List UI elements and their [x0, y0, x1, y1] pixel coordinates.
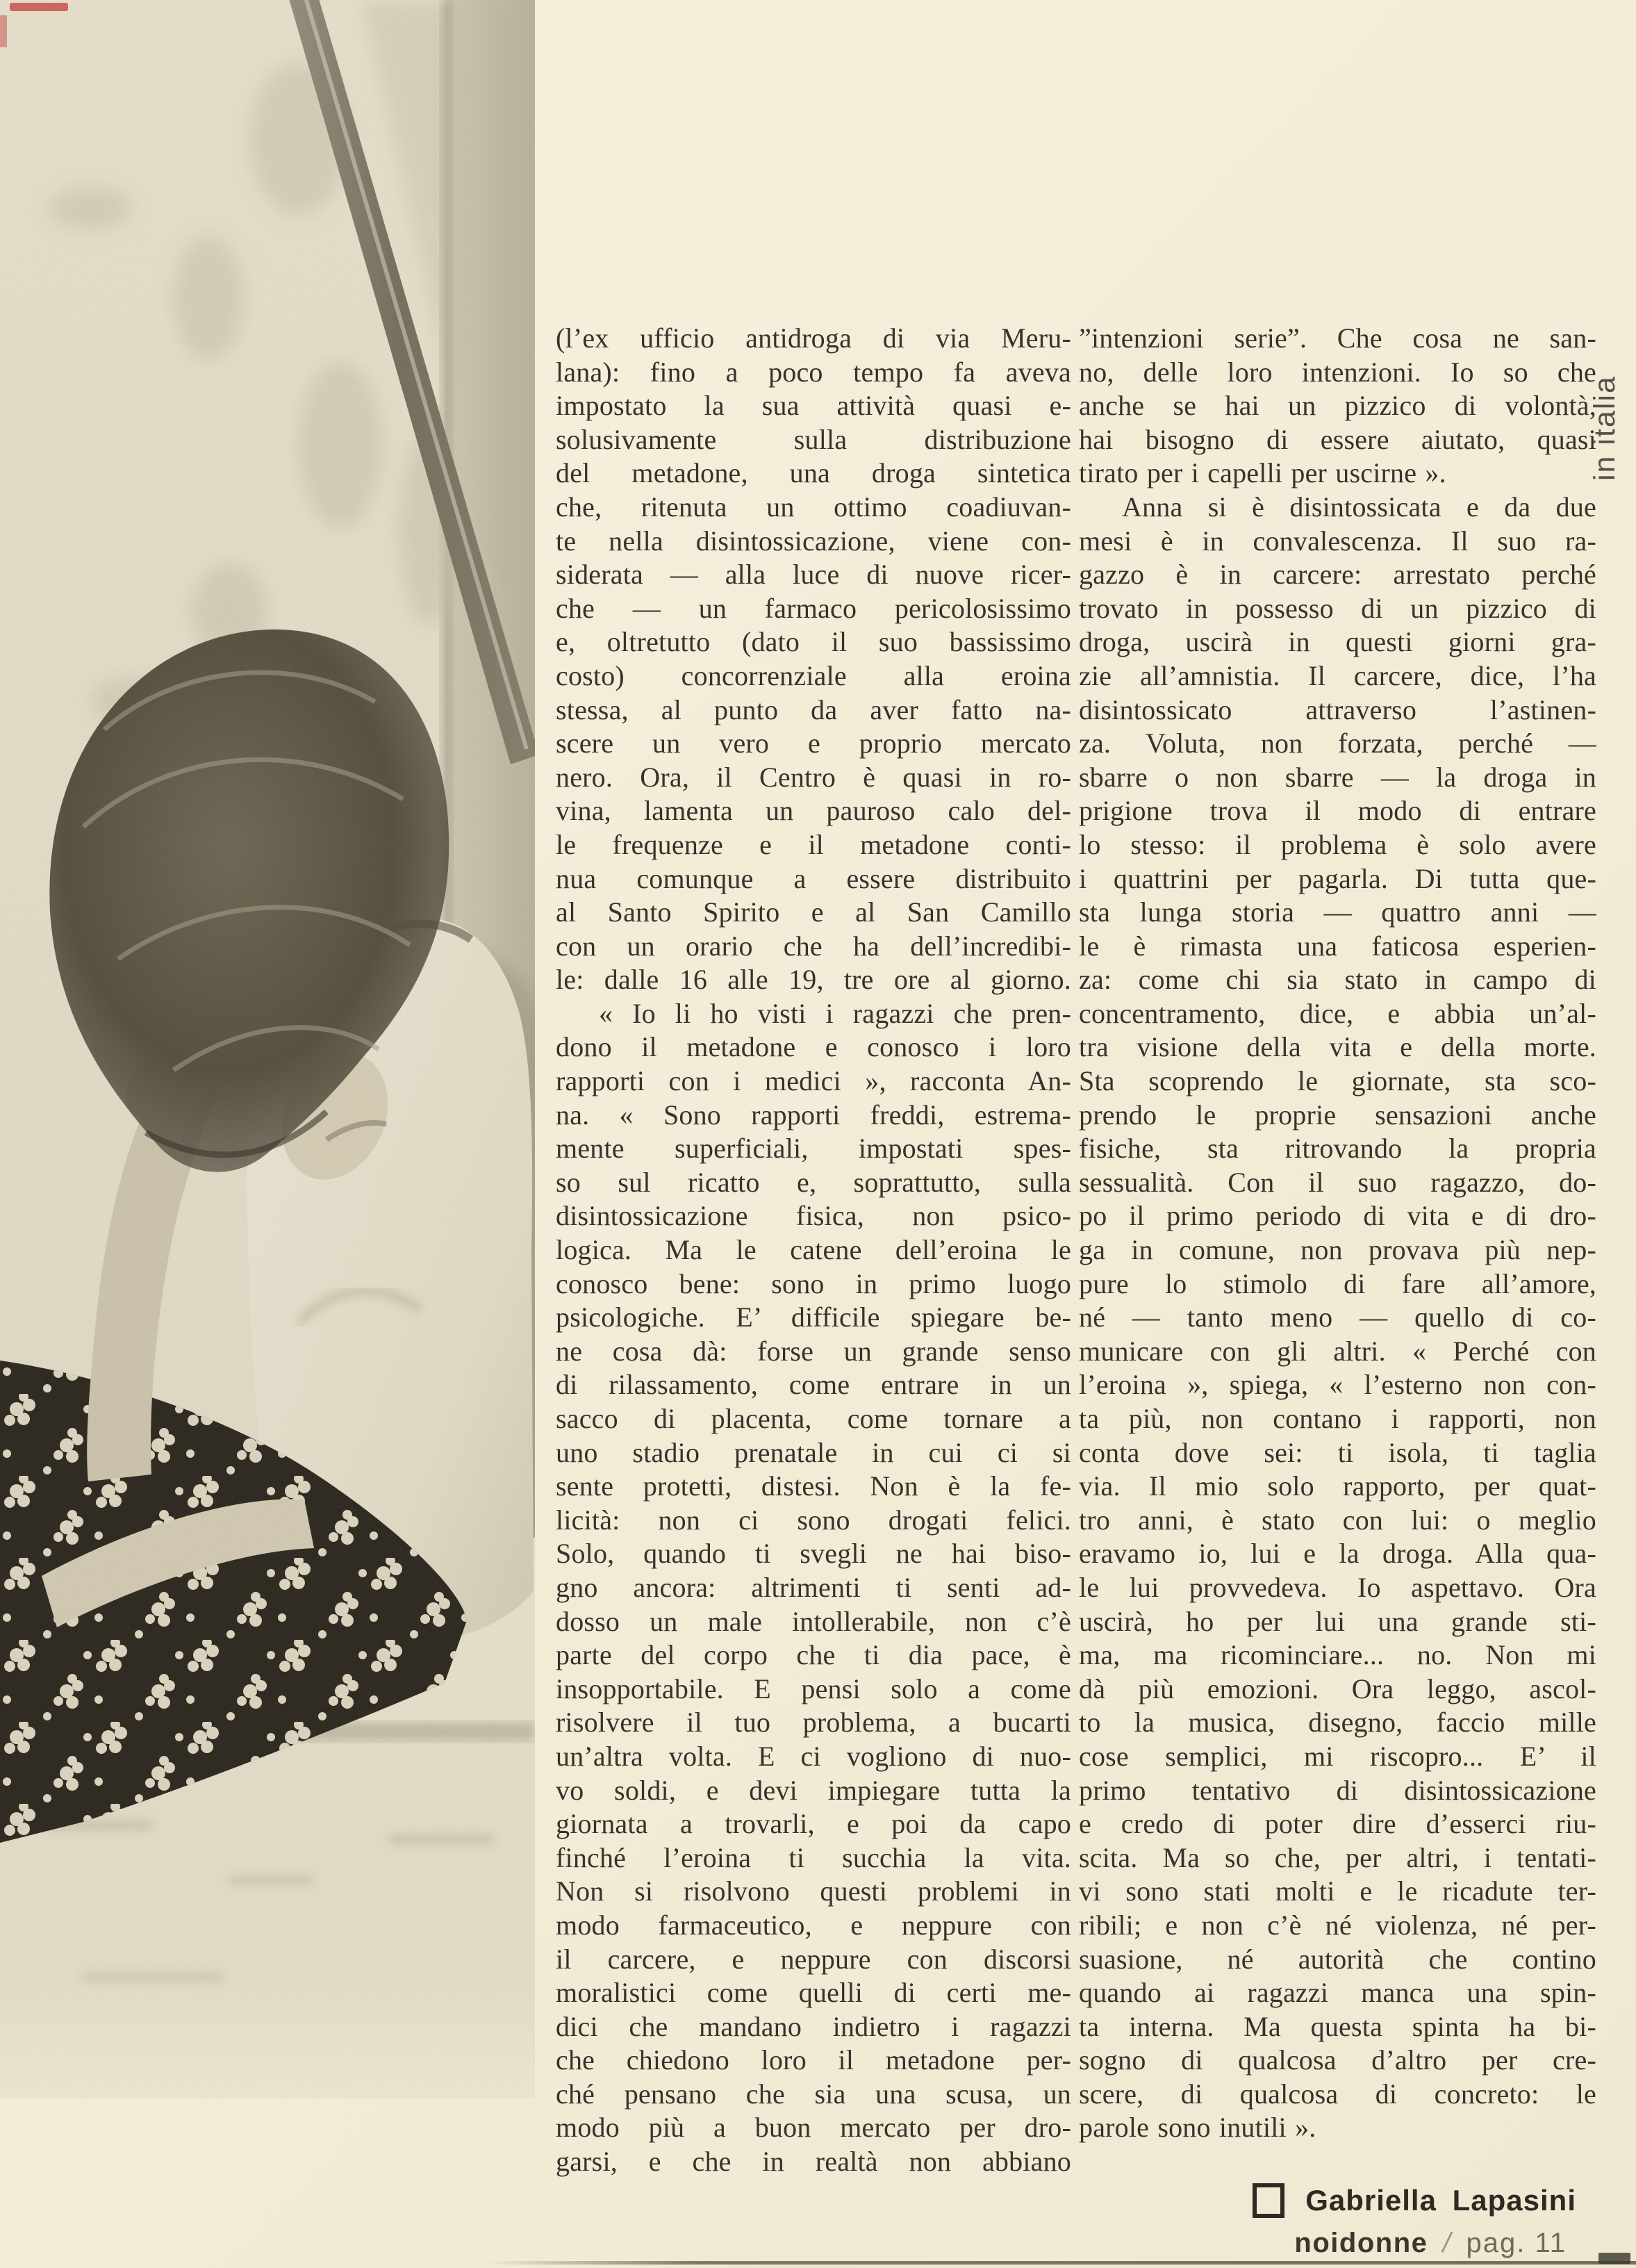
- text-line: conosco bene: sono in primo luogo: [556, 1267, 1071, 1299]
- text-line: modo più a buon mercato per dro-: [556, 2112, 1071, 2144]
- text-line: prendo le proprie sensazioni anche: [1079, 1099, 1596, 1131]
- text-line: te nella disintossicazione, viene con-: [556, 525, 1071, 557]
- text-line: licità: non ci sono drogati felici.: [556, 1504, 1071, 1536]
- text-line: che, ritenuta un ottimo coadiuvan-: [556, 491, 1071, 523]
- text-line: Solo, quando ti svegli ne hai biso-: [556, 1538, 1071, 1570]
- photo-grain: [0, 0, 535, 2098]
- text-line: disintossicazione fisica, non psico-: [556, 1200, 1071, 1232]
- text-line: sente protetti, distesi. Non è la fe-: [556, 1470, 1071, 1502]
- text-line: ta interna. Ma questa spinta ha bi-: [1079, 2010, 1596, 2042]
- text-line: vina, lamenta un pauroso calo del-: [556, 795, 1071, 827]
- scan-red-mark-left: [0, 15, 7, 47]
- text-line: ma, ma ricominciare... no. Non mi: [1079, 1639, 1596, 1671]
- text-line: vi sono stati molti e le ricadute ter-: [1079, 1875, 1596, 1907]
- text-line: parole sono inutili ».: [1079, 2112, 1316, 2144]
- text-line: le frequenze e il metadone conti-: [556, 828, 1071, 860]
- text-line: ché pensano che sia una scusa, un: [556, 2078, 1071, 2110]
- text-line: moralistici come quelli di certi me-: [556, 1977, 1071, 2009]
- text-line: modo farmaceutico, e neppure con: [556, 1909, 1071, 1941]
- text-line: con un orario che ha dell’incredibi-: [556, 930, 1071, 962]
- text-line: logica. Ma le catene dell’eroina le: [556, 1234, 1071, 1266]
- text-line: siderata — alla luce di nuove ricer-: [556, 559, 1071, 591]
- text-line: e, oltretutto (dato il suo bassissimo: [556, 626, 1071, 658]
- text-line: e credo di poter dire d’esserci riu-: [1079, 1808, 1596, 1840]
- text-line: solusivamente sulla distribuzione: [556, 423, 1071, 455]
- scan-corner-mark: [1598, 2253, 1630, 2264]
- section-label: in italia: [1588, 375, 1621, 481]
- text-line: mente superficiali, impostati spes-: [556, 1133, 1071, 1165]
- text-line: i quattrini per pagarla. Di tutta que-: [1079, 862, 1596, 894]
- byline: [1253, 2183, 1576, 2218]
- text-line: po il primo periodo di vita e di dro-: [1079, 1200, 1596, 1232]
- text-line: costo) concorrenziale alla eroina: [556, 659, 1071, 691]
- text-line: lana): fino a poco tempo fa aveva: [556, 356, 1071, 388]
- text-line: gno ancora: altrimenti ti senti ad-: [556, 1571, 1071, 1603]
- text-line: conta dove sei: ti isola, ti taglia: [1079, 1436, 1596, 1468]
- text-line: sta lunga storia — quattro anni —: [1079, 896, 1596, 928]
- magazine-name: noidonne: [1294, 2228, 1428, 2258]
- text-line: hai bisogno di essere aiutato, quasi: [1079, 423, 1596, 455]
- text-line: uno stadio prenatale in cui ci si: [556, 1436, 1071, 1468]
- text-line: sacco di placenta, come tornare a: [556, 1403, 1071, 1434]
- text-line: scita. Ma so che, per altri, i tentati-: [1079, 1841, 1596, 1873]
- text-line: le: dalle 16 alle 19, tre ore al giorno.: [556, 964, 1071, 996]
- text-line: rapporti con i medici », racconta An-: [556, 1065, 1071, 1097]
- text-line: sbarre o non sbarre — la droga in: [1079, 761, 1596, 793]
- text-line: insopportabile. E pensi solo a come: [556, 1673, 1071, 1704]
- text-line: psicologiche. E’ difficile spiegare be-: [556, 1301, 1071, 1333]
- text-line: garsi, e che in realtà non abbiano: [556, 2146, 1071, 2178]
- text-line: stessa, al punto da aver fatto na-: [556, 693, 1071, 725]
- end-of-article-square-icon: [1253, 2183, 1284, 2218]
- text-line: primo tentativo di disintossicazione: [1079, 1774, 1596, 1806]
- text-line: ”intenzioni serie”. Che cosa ne san-: [1079, 322, 1596, 354]
- text-line: dosso un male intollerabile, non c’è: [556, 1605, 1071, 1637]
- text-line: ne cosa dà: forse un grande senso: [556, 1335, 1071, 1367]
- text-line: via. Il mio solo rapporto, per quat-: [1079, 1470, 1596, 1502]
- text-line: scere un vero e proprio mercato: [556, 728, 1071, 759]
- text-line: risolvere il tuo problema, a bucarti: [556, 1707, 1071, 1739]
- page-footer: [1294, 2228, 1567, 2259]
- text-line: giornata a trovarli, e poi da capo: [556, 1808, 1071, 1840]
- text-line: le lui provvedeva. Io aspettavo. Ora: [1079, 1571, 1596, 1603]
- text-line: nero. Ora, il Centro è quasi in ro-: [556, 761, 1071, 793]
- text-line: municare con gli altri. « Perché con: [1079, 1335, 1596, 1367]
- text-line: al Santo Spirito e al San Camillo: [556, 896, 1071, 928]
- article-column-2: [1079, 322, 1596, 2145]
- text-line: trovato in possesso di un pizzico di: [1079, 592, 1596, 624]
- text-line: prigione trova il modo di entrare: [1079, 795, 1596, 827]
- text-line: na. « Sono rapporti freddi, estrema-: [556, 1099, 1071, 1131]
- text-line: pure lo stimolo di fare all’amore,: [1079, 1267, 1596, 1299]
- scan-bottom-edge: [486, 2261, 1636, 2265]
- text-line: che chiedono loro il metadone per-: [556, 2044, 1071, 2076]
- text-line: uscirà, ho per lui una grande sti-: [1079, 1605, 1596, 1637]
- text-line: droga, uscirà in questi giorni gra-: [1079, 626, 1596, 658]
- text-line: tra visione della vita e della morte.: [1079, 1031, 1596, 1063]
- footer-separator-icon: /: [1439, 2228, 1455, 2258]
- text-line: eravamo io, lui e la droga. Alla qua-: [1079, 1538, 1596, 1570]
- text-line: le è rimasta una faticosa esperien-: [1079, 930, 1596, 962]
- text-line: (l’ex ufficio antidroga di via Meru-: [556, 322, 1071, 354]
- text-line: sogno di qualcosa d’altro per cre-: [1079, 2044, 1596, 2076]
- text-line: che — un farmaco pericolosissimo: [556, 592, 1071, 624]
- text-line: za. Voluta, non forzata, perché —: [1079, 728, 1596, 759]
- text-line: za: come chi sia stato in campo di: [1079, 964, 1596, 996]
- text-line: suasione, né autorità che contino: [1079, 1943, 1596, 1975]
- text-line: parte del corpo che ti dia pace, è: [556, 1639, 1071, 1671]
- text-line: l’eroina », spiega, « l’esterno non con-: [1079, 1369, 1596, 1401]
- text-line: tirato per i capelli per uscirne ».: [1079, 457, 1446, 489]
- text-line: gazzo è in carcere: arrestato perché: [1079, 559, 1596, 591]
- text-line: no, delle loro intenzioni. Io so che: [1079, 356, 1596, 388]
- text-line: scere, di qualcosa di concreto: le: [1079, 2078, 1596, 2110]
- text-line: finché l’eroina ti succhia la vita.: [556, 1841, 1071, 1873]
- text-line: disintossicato attraverso l’astinen-: [1079, 693, 1596, 725]
- text-line: nua comunque a essere distribuito: [556, 862, 1071, 894]
- text-line: un’altra volta. E ci vogliono di nuo-: [556, 1740, 1071, 1772]
- text-line: dono il metadone e conosco i loro: [556, 1031, 1071, 1063]
- text-line: vo soldi, e devi impiegare tutta la: [556, 1774, 1071, 1806]
- photo-seated-girl: [0, 0, 535, 2098]
- text-line: Sta scoprendo le giornate, sta sco-: [1079, 1065, 1596, 1097]
- text-line: il carcere, e neppure con discorsi: [556, 1943, 1071, 1975]
- text-line: né — tanto meno — quello di co-: [1079, 1301, 1596, 1333]
- text-line: to la musica, disegno, faccio mille: [1079, 1707, 1596, 1739]
- text-line: impostato la sua attività quasi e-: [556, 390, 1071, 422]
- text-line: Non si risolvono questi problemi in: [556, 1875, 1071, 1907]
- text-line: anche se hai un pizzico di volontà,: [1079, 390, 1596, 422]
- text-line: mesi è in convalescenza. Il suo ra-: [1079, 525, 1596, 557]
- text-line: del metadone, una droga sintetica: [556, 457, 1071, 489]
- byline-author: Gabriella Lapasini: [1305, 2184, 1576, 2217]
- text-line: dà più emozioni. Ora leggo, ascol-: [1079, 1673, 1596, 1704]
- text-line: fisiche, sta ritrovando la propria: [1079, 1133, 1596, 1165]
- text-line: sessualità. Con il suo ragazzo, do-: [1079, 1166, 1596, 1198]
- text-line: quando ai ragazzi manca una spin-: [1079, 1977, 1596, 2009]
- text-line: di rilassamento, come entrare in un: [556, 1369, 1071, 1401]
- text-line: ribili; e non c’è né violenza, né per-: [1079, 1909, 1596, 1941]
- text-line: ta più, non contano i rapporti, non: [1079, 1403, 1596, 1434]
- article-column-1: [556, 322, 1071, 2179]
- text-line: Anna si è disintossicata e da due: [1122, 491, 1596, 523]
- text-line: dici che mandano indietro i ragazzi: [556, 2010, 1071, 2042]
- text-line: « Io li ho visti i ragazzi che pren-: [599, 997, 1071, 1029]
- text-line: cose semplici, mi riscopro... E’ il: [1079, 1740, 1596, 1772]
- text-line: ga in comune, non provava più nep-: [1079, 1234, 1596, 1266]
- text-line: lo stesso: il problema è solo avere: [1079, 828, 1596, 860]
- text-line: tro anni, è stato con lui: o meglio: [1079, 1504, 1596, 1536]
- text-line: concentramento, dice, e abbia un’al-: [1079, 997, 1596, 1029]
- text-line: zie all’amnistia. Il carcere, dice, l’ha: [1079, 659, 1596, 691]
- text-line: so sul ricatto e, soprattutto, sulla: [556, 1166, 1071, 1198]
- page-number: pag. 11: [1466, 2228, 1567, 2258]
- scan-red-mark-top: [10, 3, 68, 11]
